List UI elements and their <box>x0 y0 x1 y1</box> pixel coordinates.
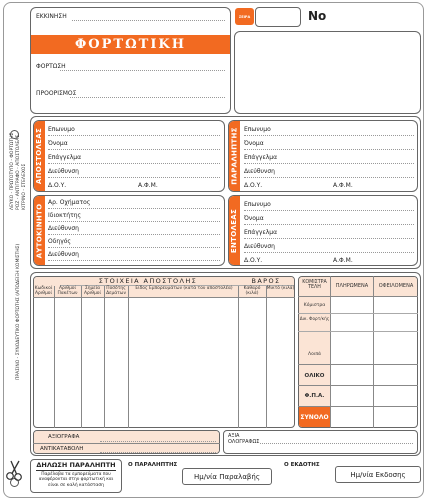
issue-date-label: Ημ/νία Εκδοσης <box>350 470 406 479</box>
receiver-field-job: Επάγγελμα <box>244 154 278 161</box>
sender-job-line[interactable] <box>48 163 220 164</box>
claimed-label: ΑΞΙΟΓΡΑΦΑ <box>48 434 80 440</box>
value-words-line[interactable] <box>260 443 413 444</box>
paid-header: ΠΛΗΡΩΜΕΝΑ <box>335 283 369 289</box>
receiver-field-name: Επωνυμο <box>244 126 271 133</box>
receiver-name-line[interactable] <box>244 135 414 136</box>
charge-row-line-3 <box>298 364 418 365</box>
col-divider-4 <box>128 286 129 428</box>
principal-first-line[interactable] <box>244 224 414 225</box>
copies-text-3: ΚΙΤΡΙΝΟ - ΣΤΕΛΕΧΟΣ <box>22 163 27 210</box>
receiver-signature-label: Ο ΠΑΡΑΛΗΠΤΗΣ <box>128 462 178 468</box>
principal-side-tab: ΕΝΤΟΛΕΑΣ <box>229 196 240 265</box>
scissors-icon <box>5 459 25 481</box>
declaration-title-underline <box>36 470 116 471</box>
loading-line[interactable] <box>60 70 225 71</box>
vehicle-driver-address-line[interactable] <box>48 260 220 261</box>
sender-side-tab: ΑΠΟΣΤΟΛΕΑΣ <box>34 121 45 191</box>
grand-total-label: ΣΥΝΟΛΟ <box>299 407 330 427</box>
principal-field-name: Επωνυμο <box>244 201 271 208</box>
number-label: Νο <box>308 9 327 23</box>
stamp-box <box>234 31 421 114</box>
principal-field-address: Διεύθυνση <box>244 243 275 250</box>
vehicle-field-driver-address: Διεύθυνση <box>48 251 79 258</box>
principal-field-first: Όνομα <box>244 215 264 222</box>
items-table <box>33 276 295 428</box>
charge-row-bill: Δικ. Φορτ/κής <box>299 316 330 321</box>
total-line <box>298 385 418 386</box>
vehicle-address-line[interactable] <box>48 234 220 235</box>
sender-name-line[interactable] <box>48 135 220 136</box>
vat-label: Φ.Π.Α. <box>304 393 325 399</box>
series-field[interactable] <box>255 7 301 27</box>
sender-first-line[interactable] <box>48 149 220 150</box>
copies-text-2: ΡΟΖ - ΑΝΤΙΓΡΑΦΟ - ΑΠΟΣΤΟΛΕΑΣ <box>16 134 21 210</box>
principal-name-line[interactable] <box>244 210 414 211</box>
receiver-field-first: Όνομα <box>244 140 264 147</box>
destination-line[interactable] <box>70 97 225 98</box>
col-goods: Είδος Εμπορευμάτων (κατά τον αποστολέα) <box>135 286 233 291</box>
col-marks: Σημεία Αριθμοί <box>84 286 101 296</box>
vehicle-side-tab: ΑΥΤΟΚΙΝΗΤΟ <box>34 196 45 265</box>
vehicle-driver-line[interactable] <box>48 247 220 248</box>
col-divider-2 <box>81 286 82 428</box>
charge-row-line-1 <box>298 313 418 314</box>
declaration-title: ΔΗΛΩΣΗ ΠΑΡΑΛΗΠΤΗ <box>36 461 116 469</box>
vehicle-field-owner: Ιδιοκτήτης <box>48 212 82 219</box>
col-divider-1 <box>54 286 55 428</box>
claimed-line[interactable] <box>100 441 216 442</box>
sender-field-job: Επάγγελμα <box>48 154 82 161</box>
sender-field-name: Επωνυμο <box>48 126 75 133</box>
group-weight-title: ΒΑΡΟΣ <box>251 277 281 285</box>
col-gross: Μικτό (κιλά) <box>266 286 295 291</box>
cod-line[interactable] <box>100 452 216 453</box>
principal-field-job: Επάγγελμα <box>244 229 278 236</box>
copies-text-4: ΠΡΑΣΙΝΟ - ΣΥΝΟΔΕΥΤΙΚΟ ΦΟΡΤΩΤΗΣ (ΑΠΟΔΕΙΞΗ ΚΟΜΙΣΤΗΣ) <box>16 243 21 380</box>
issue-label: ΕΚΚΙΝΗΣΗ <box>36 13 67 20</box>
sender-afm: Α.Φ.Μ. <box>138 182 158 189</box>
items-header-bottom <box>33 297 295 298</box>
receiver-field-address: Διεύθυνση <box>244 168 275 175</box>
copies-text-1: ΛΕΥΚΟ - ΠΡΩΤΟΤΥΠΟ - ΦΟΡΤΩΤΗΣ <box>10 132 15 210</box>
issue-line[interactable] <box>72 20 225 21</box>
vehicle-owner-line[interactable] <box>48 221 220 222</box>
col-quantity: Ποσότης Δεμάτων <box>106 286 126 296</box>
sender-address-line[interactable] <box>48 177 220 178</box>
claimed-divider <box>33 443 220 444</box>
charges-header-bottom <box>298 296 418 297</box>
charge-row-carriage: Κόμιστρα <box>303 303 326 308</box>
principal-job-line[interactable] <box>244 238 414 239</box>
receiver-address-line[interactable] <box>244 177 414 178</box>
receiver-first-line[interactable] <box>244 149 414 150</box>
receiver-job-line[interactable] <box>244 163 414 164</box>
issuer-signature-label: Ο ΕΚΔΟΤΗΣ <box>284 462 320 468</box>
charges-header: ΚΟΜΙΣΤΡΑ ΤΕΛΗ <box>302 280 327 290</box>
vehicle-field-address: Διεύθυνση <box>48 225 79 232</box>
col-net: Καθαρό (κιλά) <box>243 286 261 296</box>
vehicle-plate-line[interactable] <box>48 208 220 209</box>
sender-doy: Δ.Ο.Υ. <box>48 182 67 189</box>
cod-label: ΑΝΤΙΚΑΤΑΒΟΛΗ <box>40 446 84 452</box>
col-codes: Κωδικοί Αριθμοί <box>34 286 53 296</box>
principal-afm: Α.Φ.Μ. <box>333 257 353 264</box>
col-divider-6 <box>266 286 267 428</box>
value-words-label: ΑΞΙΑ ΟΛΟΓΡΑΦΩΣ <box>228 433 260 445</box>
owed-header: ΟΦΕΙΛΟΜΕΝΑ <box>378 283 414 289</box>
receipt-date-field[interactable] <box>182 468 272 485</box>
receiver-doy: Δ.Ο.Υ. <box>244 182 263 189</box>
principal-address-line[interactable] <box>244 252 414 253</box>
charge-row-other: Λοιπά <box>307 352 322 357</box>
receipt-date-label: Ημ/νία Παραλαβής <box>194 472 260 481</box>
destination-label: ΠΡΟΟΡΙΣΜΟΣ <box>36 90 77 97</box>
vehicle-field-driver: Οδηγός <box>48 238 71 245</box>
form-title-bar <box>31 35 230 54</box>
group-shipment-title: ΣΤΟΙΧΕΙΑ ΑΠΟΣΤΟΛΗΣ <box>98 277 198 285</box>
receiver-afm: Α.Φ.Μ. <box>333 182 353 189</box>
col-divider-5 <box>238 286 239 428</box>
principal-doy: Δ.Ο.Υ. <box>244 257 263 264</box>
declaration-text: Παρέλαβα τα εμπορεύματα που αναφέρονται στην φορτωτική και είναι σε καλή κατάσταση <box>38 472 114 488</box>
total-label: ΟΛΙΚΟ <box>304 373 325 379</box>
col-divider-3 <box>104 286 105 428</box>
col-packages: Αριθμοί Πακέτων <box>57 286 78 296</box>
receiver-side-tab: ΠΑΡΑΛΗΠΤΗΣ <box>229 121 240 191</box>
form-title: ΦΟΡΤΩΤΙΚΗ <box>74 37 186 52</box>
charge-row-line-2 <box>298 331 418 332</box>
sender-field-first: Όνομα <box>48 140 68 147</box>
issue-date-field[interactable] <box>335 466 421 483</box>
loading-label: ΦΟΡΤΩΣΗ <box>36 63 66 70</box>
vehicle-field-plate: Αρ. Οχήματος <box>48 199 91 206</box>
series-badge: ΣΕΙΡΑ <box>235 8 254 25</box>
sender-field-address: Διεύθυνση <box>48 168 79 175</box>
